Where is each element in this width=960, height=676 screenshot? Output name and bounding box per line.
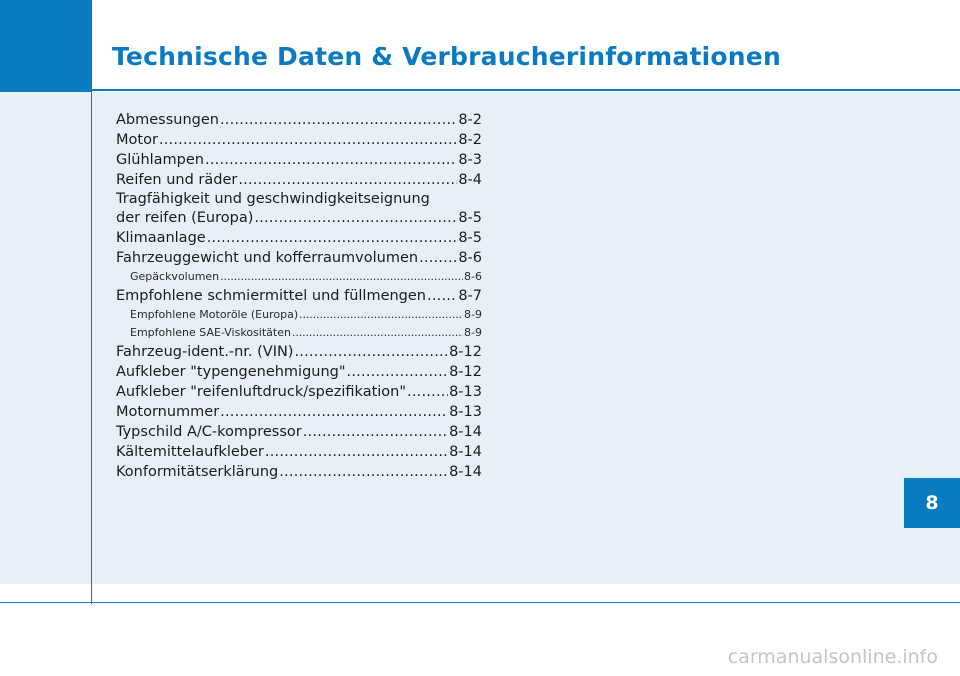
- toc-entry[interactable]: [116, 382, 482, 402]
- toc-entry: [116, 208, 482, 228]
- toc-entry-label: Empfohlene SAE-Viskositäten: [130, 326, 291, 339]
- toc-entry-page: 8-14: [449, 424, 482, 440]
- toc-entry-label: Glühlampen: [116, 152, 204, 168]
- watermark-text: carmanualsonline.info: [727, 646, 938, 668]
- toc-entry-label: Aufkleber "typengenehmigung": [116, 364, 346, 380]
- chapter-number: 8: [925, 492, 939, 514]
- toc-entry-label: Empfohlene schmiermittel und füllmengen: [116, 288, 427, 304]
- toc-entry-page: 8-4: [458, 172, 482, 188]
- corner-accent-block: [0, 0, 92, 92]
- toc-leader-dots: [419, 248, 457, 268]
- toc-entry-page: 8-5: [458, 210, 482, 226]
- toc-subentry[interactable]: [116, 306, 482, 324]
- toc-leader-dots: [220, 268, 463, 286]
- toc-entry-page: 8-12: [449, 344, 482, 360]
- bottom-rule: [0, 602, 960, 603]
- toc-leader-dots: [407, 382, 448, 402]
- toc-entry-page: 8-2: [458, 112, 482, 128]
- toc-leader-dots: [265, 442, 448, 462]
- toc-entry-page: 8-9: [464, 326, 482, 339]
- toc-entry-page: 8-2: [458, 132, 482, 148]
- left-margin-rule: [91, 92, 92, 604]
- toc-entry-page: 8-3: [458, 152, 482, 168]
- toc-entry[interactable]: [116, 462, 482, 482]
- toc-entry-label: Empfohlene Motoröle (Europa): [130, 308, 299, 321]
- toc-entry-label: Gepäckvolumen: [130, 270, 220, 283]
- toc-entry-page: 8-13: [449, 404, 482, 420]
- page-title: Technische Daten & Verbraucherinformationen: [112, 42, 781, 71]
- toc-leader-dots: [303, 422, 448, 442]
- toc-entry-page: 8-7: [458, 288, 482, 304]
- toc-entry-label: der reifen (Europa): [116, 210, 254, 226]
- toc-leader-dots: [292, 324, 463, 342]
- toc-leader-dots: [299, 306, 463, 324]
- toc-leader-dots: [220, 402, 448, 422]
- toc-entry[interactable]: [116, 286, 482, 306]
- toc-leader-dots: [254, 208, 457, 228]
- toc-entry-label: Klimaanlage: [116, 230, 206, 246]
- toc-entry-page: 8-13: [449, 384, 482, 400]
- toc-entry-label: Abmessungen: [116, 112, 219, 128]
- toc-entry[interactable]: [116, 150, 482, 170]
- toc-leader-dots: [427, 286, 457, 306]
- toc-entry-label: Kältemittelaufkleber: [116, 444, 264, 460]
- toc-entry-page: 8-5: [458, 230, 482, 246]
- toc-entry-multiline[interactable]: [116, 190, 482, 228]
- toc-entry[interactable]: [116, 228, 482, 248]
- toc-subentry[interactable]: [116, 324, 482, 342]
- toc-entry[interactable]: [116, 110, 482, 130]
- toc-leader-dots: [294, 342, 448, 362]
- chapter-tab[interactable]: [904, 478, 960, 528]
- toc-entry-page: 8-9: [464, 308, 482, 321]
- toc-entry-page: 8-12: [449, 364, 482, 380]
- toc-entry[interactable]: [116, 170, 482, 190]
- toc-entry-label: Reifen und räder: [116, 172, 238, 188]
- toc-entry-label: Fahrzeug-ident.-nr. (VIN): [116, 344, 294, 360]
- toc-leader-dots: [347, 362, 449, 382]
- toc-entry[interactable]: [116, 362, 482, 382]
- toc-entry-label: Konformitätserklärung: [116, 464, 279, 480]
- toc-entry-page: 8-14: [449, 464, 482, 480]
- toc-entry-page: 8-6: [458, 250, 482, 266]
- toc-entry[interactable]: [116, 402, 482, 422]
- toc-entry-label: Fahrzeuggewicht und kofferraumvolumen: [116, 250, 419, 266]
- toc-entry-label: Typschild A/C-kompressor: [116, 424, 302, 440]
- toc-leader-dots: [159, 130, 457, 150]
- toc-entry[interactable]: [116, 248, 482, 268]
- table-of-contents: [116, 110, 482, 482]
- toc-entry-label: Motor: [116, 132, 158, 148]
- toc-entry[interactable]: [116, 130, 482, 150]
- toc-leader-dots: [279, 462, 448, 482]
- toc-subentry[interactable]: [116, 268, 482, 286]
- toc-leader-dots: [207, 228, 458, 248]
- toc-entry[interactable]: [116, 422, 482, 442]
- toc-entry-page: 8-14: [449, 444, 482, 460]
- toc-entry[interactable]: [116, 442, 482, 462]
- title-underline: [92, 89, 960, 91]
- toc-leader-dots: [238, 170, 457, 190]
- toc-entry-label-line1: Tragfähigkeit und geschwindigkeitseignung: [116, 191, 430, 207]
- toc-entry-label: Aufkleber "reifenluftdruck/spezifikation": [116, 384, 407, 400]
- toc-entry[interactable]: [116, 342, 482, 362]
- toc-entry-page: 8-6: [464, 270, 482, 283]
- toc-leader-dots: [205, 150, 457, 170]
- toc-entry-label: Motornummer: [116, 404, 220, 420]
- toc-leader-dots: [220, 110, 457, 130]
